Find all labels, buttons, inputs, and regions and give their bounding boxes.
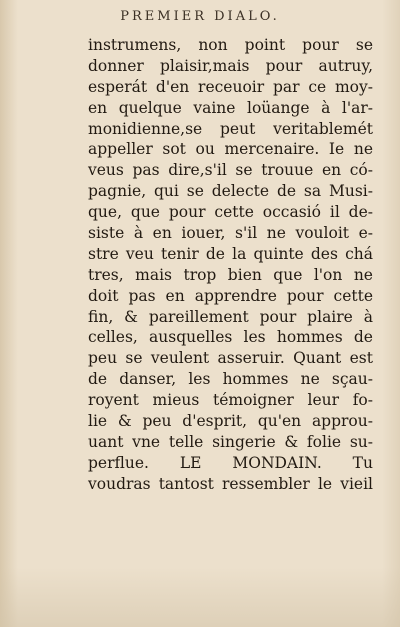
text-line: veus pas dire,s'il se trouue en có- <box>88 161 373 180</box>
text-line: donner plaisir,mais pour autruy, <box>88 56 373 75</box>
text-line: appeller sot ou mercenaire. Ie ne <box>88 140 373 159</box>
text-line: en quelque vaine loüange à l'ar- <box>88 98 373 117</box>
text-line: peu se veulent asseruir. Quant est <box>88 349 373 368</box>
body-text <box>88 35 373 495</box>
text-line: pagnie, qui se delecte de sa Musi- <box>88 182 373 201</box>
text-line: lie & peu d'esprit, qu'en approu- <box>88 412 373 431</box>
text-line: uant vne telle singerie & folie su- <box>88 432 373 451</box>
text-line: fin, & pareillement pour plaire à <box>88 307 373 326</box>
text-line: tres, mais trop bien que l'on ne <box>88 265 373 284</box>
text-line: royent mieus témoigner leur fo- <box>88 391 373 410</box>
text-line: stre veu tenir de la quinte des chá <box>88 244 373 263</box>
text-line: de danser, les hommes ne sçau- <box>88 370 373 389</box>
text-line: monidienne,se peut veritablemét <box>88 119 373 138</box>
text-line: doit pas en apprendre pour cette <box>88 286 373 305</box>
page-edge-shadow-left <box>0 0 18 627</box>
page-edge-shadow-right <box>382 0 400 627</box>
text-line: siste à en iouer, s'il ne vouloit e- <box>88 224 373 243</box>
page-foot-discoloration <box>0 567 400 627</box>
text-line: esperát d'en receuoir par ce moy- <box>88 77 373 96</box>
text-line: perflue. LE MONDAIN. Tu <box>88 453 373 472</box>
running-head: PREMIER DIALO. <box>120 9 280 24</box>
text-line: instrumens, non point pour se <box>88 36 373 54</box>
text-line: celles, ausquelles les hommes de <box>88 328 373 347</box>
text-line: voudras tantost ressembler le vieil <box>88 474 373 493</box>
text-line: que, que pour cette occasió il de- <box>88 203 373 222</box>
